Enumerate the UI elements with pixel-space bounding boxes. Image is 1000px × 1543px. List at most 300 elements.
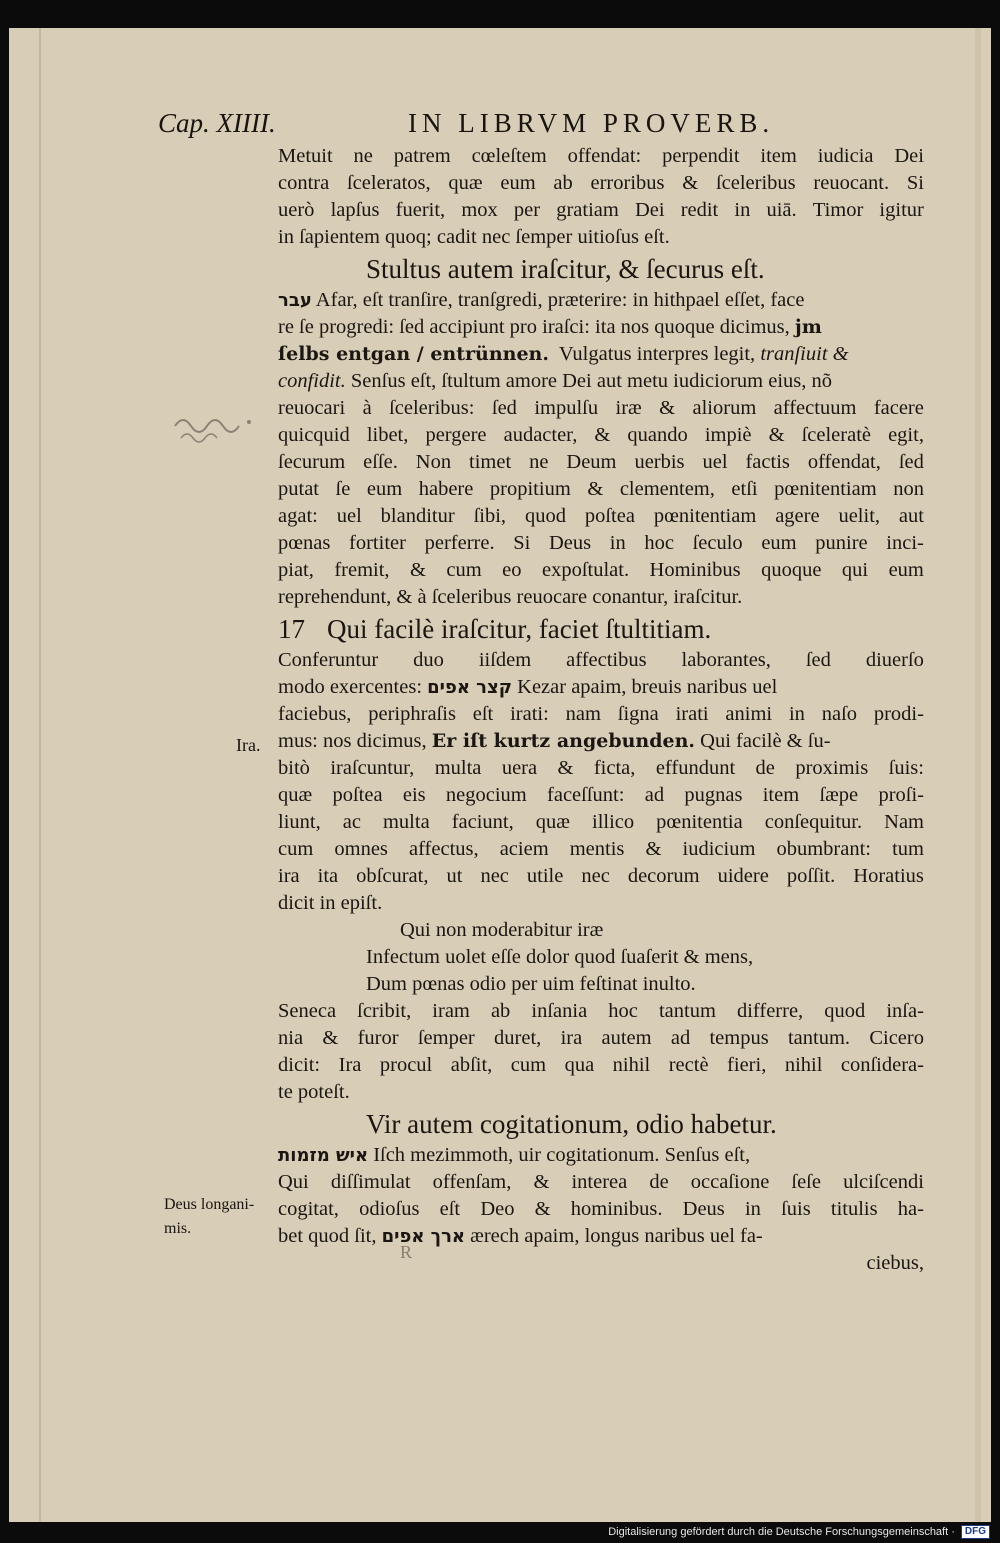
word: iiſdem <box>478 649 532 671</box>
word: & <box>557 757 574 779</box>
word: naſo <box>821 703 858 725</box>
word: duo <box>413 649 444 671</box>
word: eſt. <box>644 226 670 248</box>
word: affectuum <box>773 397 857 419</box>
word: perferre. <box>424 532 495 554</box>
word: reuocari <box>278 397 346 419</box>
word: pœnas <box>278 532 331 554</box>
word: fortiter <box>349 532 406 554</box>
word: furor <box>357 1027 399 1049</box>
word: iram <box>432 1000 470 1022</box>
word: cœleſtem <box>471 145 547 167</box>
text-line <box>278 449 924 476</box>
word: ab <box>553 172 573 194</box>
word: fieri, <box>727 1054 767 1076</box>
word: differre, <box>736 1000 804 1022</box>
word: diuerſo <box>865 649 924 671</box>
word: punire <box>815 532 868 554</box>
word: titulis <box>830 1198 878 1220</box>
word: eum <box>888 559 924 581</box>
word: Seneca <box>278 1000 337 1022</box>
word: periphraſis <box>368 703 456 725</box>
heading-text: Vir autem cogitationum, odio habetur. <box>366 1109 777 1139</box>
text-line <box>278 557 924 584</box>
word: uerbis <box>634 451 685 473</box>
word: multa <box>382 811 430 833</box>
verse-line <box>278 971 924 998</box>
text-line <box>278 836 924 863</box>
word: Cicero <box>869 1027 924 1049</box>
word: faceſſunt: <box>547 784 625 806</box>
word: irati <box>675 703 709 725</box>
word: tantum <box>658 1000 716 1022</box>
word: ſemper <box>417 1027 475 1049</box>
word: Horatius <box>853 865 924 887</box>
word: cum <box>278 838 314 860</box>
verse-line <box>278 917 924 944</box>
margin-note-deus-line2: mis. <box>164 1220 192 1237</box>
word: hominibus. <box>570 1198 663 1220</box>
word: inci- <box>886 532 924 554</box>
word: uerò <box>278 199 315 221</box>
word: iraſcuntur, <box>330 757 415 779</box>
word: libet, <box>366 424 409 446</box>
word: ſibi, <box>473 505 507 527</box>
text-line <box>278 1025 924 1052</box>
word: item <box>760 145 797 167</box>
word: Si <box>906 172 924 194</box>
word: ira <box>560 1027 583 1049</box>
word: faciunt, <box>451 811 514 833</box>
word: propitium <box>489 478 571 500</box>
hebrew-word: עבר <box>278 290 312 311</box>
word: ad <box>644 784 665 806</box>
word: quod <box>524 505 566 527</box>
word: conſidera- <box>840 1054 924 1076</box>
word: pergere <box>425 424 487 446</box>
word: poſtea <box>332 784 383 806</box>
word: ſecurum <box>278 451 346 473</box>
word: & <box>768 424 785 446</box>
word: reprehendunt, <box>278 586 397 608</box>
word: bitò <box>278 757 310 779</box>
verse-line <box>278 944 924 971</box>
verse-text: Dum pœnas odio per uim feſtinat inulto. <box>366 973 696 995</box>
word: iraſcitur. <box>673 586 743 608</box>
margin-note-deus-line1: Deus longani- <box>164 1196 255 1213</box>
word: uel <box>336 505 362 527</box>
word: à <box>417 586 432 608</box>
text-line <box>278 998 924 1025</box>
word: impulſu <box>534 397 599 419</box>
funding-note: Digitalisierung gefördert durch die Deutsche Forschungsgemeinschaft · <box>608 1526 955 1538</box>
text-line <box>278 503 924 530</box>
word: odioſus <box>359 1198 420 1220</box>
word: etſi <box>731 478 758 500</box>
word: poſtea <box>584 505 635 527</box>
word: blanditur <box>380 505 455 527</box>
word: ſemper <box>515 226 578 248</box>
word: & <box>533 1171 550 1193</box>
word: nam <box>565 703 601 725</box>
word: iudicium <box>682 838 756 860</box>
word: ne <box>353 145 373 167</box>
word: Ira <box>338 1054 362 1076</box>
text-line <box>278 890 924 917</box>
word: egit, <box>888 424 924 446</box>
word: contra <box>278 172 330 194</box>
word: uelit, <box>838 505 881 527</box>
word: tantum. <box>787 1027 851 1049</box>
text-line <box>278 287 924 314</box>
word: fremit, <box>334 559 390 581</box>
word: expoſtulat. <box>541 559 630 581</box>
word: ſceleribus <box>431 586 517 608</box>
italic-text: tranſiuit & <box>760 343 849 365</box>
word: ne <box>529 451 549 473</box>
italic-text: confidit. <box>278 370 346 392</box>
hebrew-word: איש מזמות <box>278 1145 369 1166</box>
word: nihil <box>784 1054 823 1076</box>
text-line <box>278 170 924 197</box>
line-text: bet quod ſit, <box>278 1225 382 1247</box>
word: quicquid <box>278 424 350 446</box>
word: quæ <box>535 811 570 833</box>
word: in <box>734 199 751 221</box>
word: eum <box>500 172 536 194</box>
german-blackletter-text: ſelbs entgan / entrünnen. <box>278 343 549 365</box>
verse-text: Qui non moderabitur iræ <box>400 919 604 941</box>
text-line <box>278 1169 924 1196</box>
hebrew-word: קצר אפים <box>427 677 513 698</box>
word: Metuit <box>278 145 333 167</box>
text-line <box>278 647 924 674</box>
book-title: IN LIBRVM PROVERB. <box>408 108 775 138</box>
text-line <box>278 728 924 755</box>
verse-text: Infectum uolet eſſe dolor quod ſuaſerit & mens, <box>366 946 754 968</box>
word: cogitat, <box>278 1198 339 1220</box>
word: in <box>609 532 626 554</box>
word: utile <box>526 865 564 887</box>
word: redit <box>680 199 719 221</box>
word: qua <box>564 1054 595 1076</box>
word: ac <box>342 811 361 833</box>
word: patrem <box>393 145 451 167</box>
word: ſe <box>335 478 351 500</box>
text-line <box>278 584 924 611</box>
word: eſſe. <box>363 451 398 473</box>
word: putat <box>278 478 319 500</box>
word: cum <box>510 1054 547 1076</box>
word: ſed <box>805 649 831 671</box>
word: de <box>755 757 775 779</box>
word: eis <box>402 784 426 806</box>
catchword <box>278 1250 924 1277</box>
word: dicit: <box>278 1054 321 1076</box>
word: tum <box>892 838 924 860</box>
word: quod <box>824 1000 866 1022</box>
word: ſeculo <box>692 532 743 554</box>
word: cum <box>446 559 482 581</box>
word: quoque <box>761 559 822 581</box>
word: & <box>594 424 611 446</box>
text-line <box>278 341 924 368</box>
word: uitioſus <box>577 226 645 248</box>
word: hoc <box>608 1000 638 1022</box>
chapter-label: Cap. XIIII. <box>158 108 276 138</box>
line-text: Afar, eſt tranſire, tranſgredi, præterire: in hithpael eſſet, face <box>311 289 805 311</box>
word: perpendit <box>662 145 740 167</box>
word: prodi- <box>873 703 924 725</box>
heading-text: Stultus autem iraſcitur, & ſecurus eſt. <box>366 254 765 284</box>
word: inſa- <box>886 1000 924 1022</box>
word: irati: <box>510 703 549 725</box>
word: ſceleribus <box>715 172 796 194</box>
word: ſceleribus: <box>389 397 475 419</box>
word: Non <box>415 451 452 473</box>
word: igitur <box>879 199 924 221</box>
text-line <box>278 674 924 701</box>
word: pœnitentiam <box>653 505 757 527</box>
word: Dei <box>634 199 665 221</box>
word: mentis <box>569 838 625 860</box>
word: factis <box>745 451 790 473</box>
dfg-logo: DFG <box>961 1525 990 1539</box>
word: mox <box>461 199 498 221</box>
word: poteſt. <box>297 1081 350 1103</box>
word: quæ <box>278 784 313 806</box>
text-line <box>278 1142 924 1169</box>
word: uiā. <box>766 199 797 221</box>
word: à <box>362 397 372 419</box>
main-text <box>278 143 924 1277</box>
line-text: Senſus eſt, ſtultum amore Dei aut metu iudiciorum eius, nõ <box>345 370 832 392</box>
hebrew-word: ארך אפים <box>381 1226 466 1247</box>
word: facere <box>873 397 924 419</box>
word: duret, <box>494 1027 542 1049</box>
word: & <box>322 1027 339 1049</box>
text-line <box>278 314 924 341</box>
word: & <box>587 478 604 500</box>
word: impiè <box>704 424 752 446</box>
text-line <box>278 224 924 251</box>
word: eſt <box>439 1198 461 1220</box>
word: gratiam <box>556 199 619 221</box>
word: per <box>513 199 541 221</box>
word: conſequitur. <box>764 811 863 833</box>
word: ſuis <box>781 1198 811 1220</box>
word: illico <box>592 811 635 833</box>
word: liunt, <box>278 811 321 833</box>
word: aciem <box>499 838 549 860</box>
word: ſceleratè <box>801 424 872 446</box>
text-line <box>278 809 924 836</box>
word: Hominibus <box>649 559 741 581</box>
section-heading <box>278 1106 924 1142</box>
line-text: re ſe progredi: ſed accipiunt pro iraſci: ita nos quoque dicimus, <box>278 316 795 338</box>
word: interea <box>571 1171 628 1193</box>
word: qui <box>841 559 869 581</box>
word: aut <box>898 505 924 527</box>
word: ſed <box>898 451 924 473</box>
text-line <box>278 782 924 809</box>
word: te <box>278 1081 298 1103</box>
bleed-through-letter: R <box>400 1242 413 1262</box>
line-text: modo exercentes: <box>278 676 428 698</box>
word: nec <box>480 865 509 887</box>
word: ulciſcendi <box>843 1171 924 1193</box>
word: eſt <box>472 703 494 725</box>
word: & <box>659 397 676 419</box>
word: occaſione <box>690 1171 770 1193</box>
line-text: mus: nos dicimus, <box>278 730 432 752</box>
word: Deus <box>682 1198 725 1220</box>
word: omnes <box>334 838 388 860</box>
word: lapſus <box>330 199 380 221</box>
word: & <box>410 559 426 581</box>
word: tempus <box>709 1027 769 1049</box>
word: habere <box>418 478 474 500</box>
word: hoc <box>644 532 674 554</box>
word: iudicia <box>817 145 874 167</box>
word: Deum <box>566 451 617 473</box>
heading-text: Qui facilè iraſcitur, faciet ſtultitiam. <box>327 614 712 644</box>
word: nihil <box>612 1054 651 1076</box>
word: dicit <box>278 892 320 914</box>
text-line <box>278 476 924 503</box>
word: affectibus <box>566 649 647 671</box>
line-text: Iſch mezimmoth, uir cogitationum. Senſus eſt, <box>368 1144 751 1166</box>
word: in <box>788 703 805 725</box>
word: Qui <box>278 1171 309 1193</box>
word: pugnas <box>684 784 743 806</box>
text-line <box>278 1079 924 1106</box>
word: clementem, <box>619 478 715 500</box>
text-line <box>278 530 924 557</box>
word: Conferuntur <box>278 649 379 671</box>
word: diſſimulat <box>330 1171 411 1193</box>
word: conantur, <box>592 586 674 608</box>
section-heading <box>278 611 924 647</box>
word: offendat: <box>567 145 642 167</box>
word: quando <box>627 424 688 446</box>
word: ſed <box>491 397 517 419</box>
word: Deo <box>480 1198 515 1220</box>
word: ita <box>317 865 339 887</box>
word: & <box>396 586 418 608</box>
word: nec <box>581 865 610 887</box>
german-blackletter-text: jm <box>794 316 822 338</box>
word: ſapientem <box>299 226 386 248</box>
word: Nam <box>884 811 924 833</box>
word: & <box>534 1198 551 1220</box>
word: uidere <box>717 865 769 887</box>
word: agere <box>775 505 820 527</box>
word: eum <box>761 532 797 554</box>
word: animi <box>725 703 773 725</box>
word: reuocare <box>516 586 593 608</box>
line-text: Vulgatus interpres legit, <box>548 343 761 365</box>
word: fuerit, <box>395 199 446 221</box>
text-line <box>278 395 924 422</box>
word: ad <box>670 1027 691 1049</box>
running-head <box>158 104 808 144</box>
word: ira <box>278 865 300 887</box>
word: ſigna <box>617 703 659 725</box>
word: nia <box>278 1027 304 1049</box>
word: in <box>319 892 341 914</box>
word: timet <box>469 451 512 473</box>
word: faciebus, <box>278 703 352 725</box>
word: Si <box>513 532 531 554</box>
word: laborantes, <box>681 649 771 671</box>
word: inſania <box>531 1000 588 1022</box>
word: iræ <box>615 397 642 419</box>
word: & <box>645 838 662 860</box>
word: item <box>762 784 800 806</box>
word: Dei <box>894 145 924 167</box>
word: multa <box>434 757 482 779</box>
text-line <box>278 701 924 728</box>
word: pœnitentiam <box>774 478 877 500</box>
word: Deus <box>548 532 592 554</box>
word: procul <box>379 1054 433 1076</box>
word: non <box>893 478 924 500</box>
word: in <box>278 226 300 248</box>
word: effundunt <box>655 757 736 779</box>
word: ſcribit, <box>357 1000 412 1022</box>
word: ſæpe <box>819 784 859 806</box>
line-text: Kezar apaim, breuis naribus uel <box>512 676 778 698</box>
word: affectus, <box>408 838 479 860</box>
text-line <box>278 863 924 890</box>
word: ſeſe <box>791 1171 821 1193</box>
word: uera <box>501 757 538 779</box>
margin-note-ira: Ira. <box>236 735 261 755</box>
text-line <box>278 1052 924 1079</box>
marginal-ornament <box>171 408 256 443</box>
word: ficta, <box>593 757 636 779</box>
word: agat: <box>278 505 318 527</box>
text-line <box>278 197 924 224</box>
word: pœnitentia <box>656 811 743 833</box>
word: offendat, <box>807 451 881 473</box>
word: quoq; <box>385 226 437 248</box>
word: audacter, <box>503 424 578 446</box>
text-line <box>278 1223 924 1250</box>
word: aliorum <box>692 397 757 419</box>
word: epiſt. <box>340 892 383 914</box>
footer-credit <box>608 1524 990 1540</box>
german-blackletter-text: Er iſt kurtz angebunden. <box>431 730 696 752</box>
word: uel <box>702 451 728 473</box>
word: piat, <box>278 559 314 581</box>
word: offenſam, <box>432 1171 512 1193</box>
word: ſuis: <box>888 757 924 779</box>
line-text: ærech apaim, longus naribus uel fa- <box>465 1225 763 1247</box>
word: cadit <box>436 226 482 248</box>
word: erroribus <box>590 172 665 194</box>
word: autem <box>601 1027 652 1049</box>
word: quæ <box>448 172 483 194</box>
word: poſſit. <box>786 865 836 887</box>
word: Timor <box>812 199 864 221</box>
word: de <box>649 1171 669 1193</box>
word: reuocant. <box>813 172 890 194</box>
word: in <box>744 1198 761 1220</box>
text-line <box>278 143 924 170</box>
word: & <box>682 172 699 194</box>
